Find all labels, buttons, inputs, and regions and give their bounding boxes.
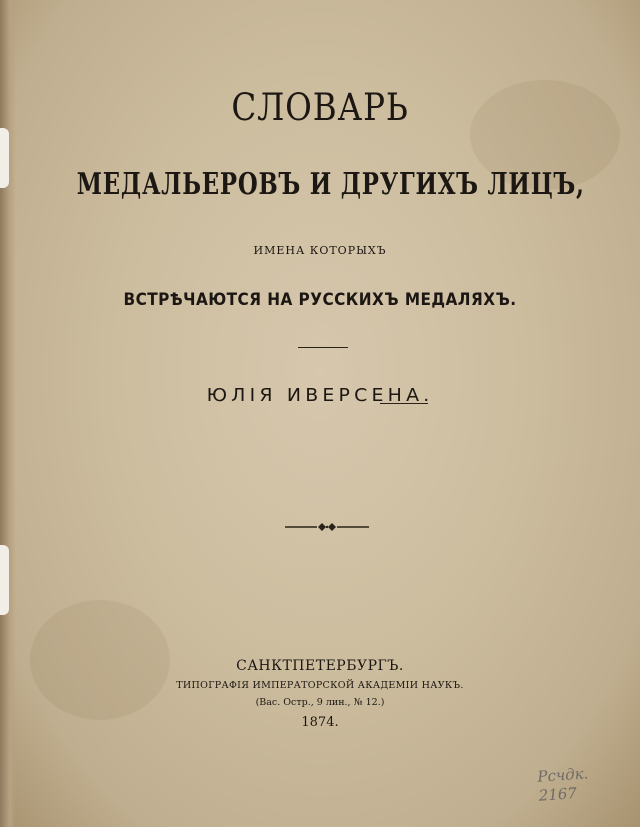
author-underline [380, 403, 428, 404]
pencil-annotation-line: 2167 [538, 784, 578, 805]
imprint-year: 1874. [301, 715, 339, 730]
pencil-annotation-line: Рсчдк. [536, 764, 589, 786]
ornament-divider [285, 520, 369, 534]
divider-rule [298, 347, 348, 348]
imprint-address: (Вас. Остр., 9 лин., № 12.) [255, 697, 385, 708]
pencil-annotation [537, 762, 619, 805]
page-edge-tear [0, 545, 9, 615]
page-edge-tear [0, 128, 9, 188]
occur-line: ВСТРѢЧАЮТСЯ НА РУССКИХЪ МЕДАЛЯХЪ. [123, 290, 517, 310]
imprint-printer: ТИПОГРАФІЯ ИМПЕРАТОРСКОЙ АКАДЕМІИ НАУКЪ. [176, 680, 464, 691]
names-line: ИМЕНА КОТОРЫХЪ [253, 244, 387, 257]
imprint-city: САНКТПЕТЕРБУРГЪ. [236, 658, 404, 674]
book-subtitle: МЕДАЛЬЕРОВЪ И ДРУГИХЪ ЛИЦЪ, [76, 167, 585, 202]
book-title: СЛОВАРЬ [231, 86, 409, 129]
author-name: ЮЛІЯ ИВЕРСЕНА. [206, 385, 434, 406]
